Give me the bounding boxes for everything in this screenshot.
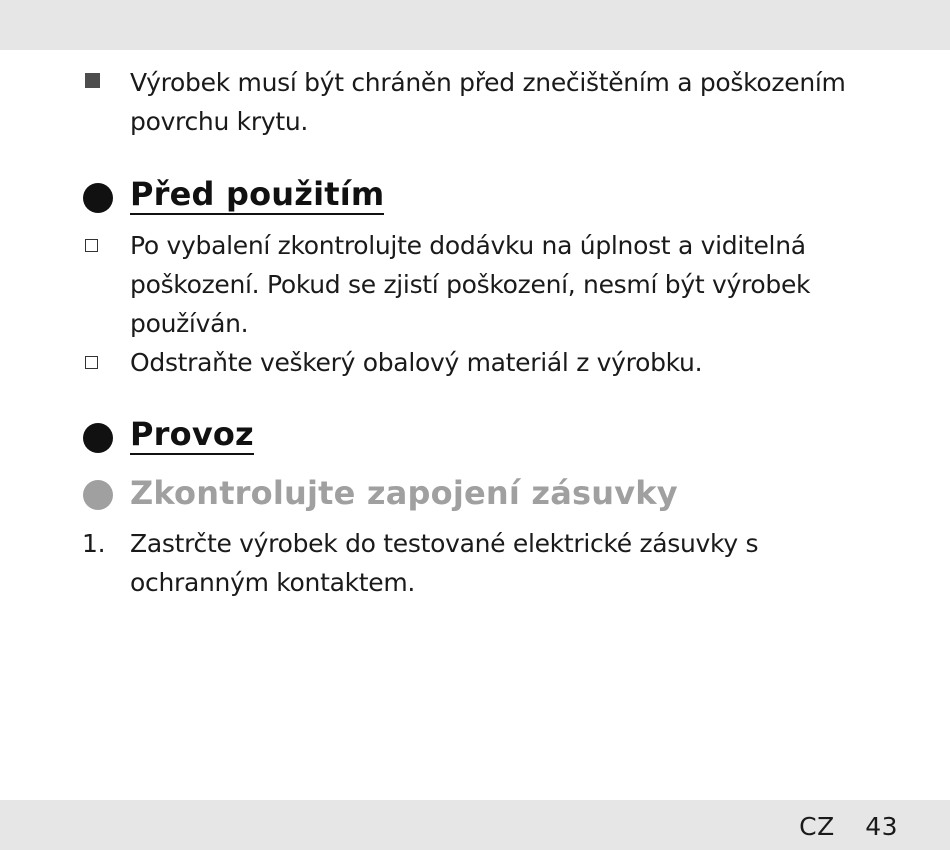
filled-square-bullet-icon bbox=[85, 73, 100, 88]
subheading-check-socket-text: Zkontrolujte zapojení zásuvky bbox=[130, 474, 678, 512]
heading-before-use bbox=[0, 175, 950, 225]
heading-operation-text: Provoz bbox=[130, 415, 254, 453]
checkbox-square-icon bbox=[85, 239, 98, 252]
black-circle-bullet-icon bbox=[83, 183, 113, 213]
step-text: Zastrčte výrobek do testované elektrické zásuvky s ochranným kontaktem. bbox=[130, 529, 759, 597]
checklist-item-text: Odstraňte veškerý obalový materiál z výrobku. bbox=[130, 348, 703, 377]
page-footer bbox=[799, 812, 898, 841]
grey-circle-bullet-icon bbox=[83, 480, 113, 510]
check-socket-steps bbox=[0, 524, 950, 602]
checkbox-square-icon bbox=[85, 356, 98, 369]
intro-bullet bbox=[0, 63, 950, 141]
black-circle-bullet-icon bbox=[83, 423, 113, 453]
checklist-item-text: Po vybalení zkontrolujte dodávku na úplnost a viditelná poškození. Pokud se zjistí poškození, nesmí být výrobek používán. bbox=[130, 231, 811, 338]
step-number: 1. bbox=[82, 529, 106, 558]
footer-page-number: 43 bbox=[865, 812, 898, 841]
checklist-item bbox=[0, 226, 890, 343]
footer-language-code: CZ bbox=[799, 812, 835, 841]
heading-before-use-text: Před použitím bbox=[130, 175, 385, 213]
top-margin-band bbox=[0, 0, 950, 50]
before-use-checklist bbox=[0, 226, 950, 382]
numbered-step bbox=[0, 524, 890, 602]
intro-bullet-text: Výrobek musí být chráněn před znečištěním a poškozením povrchu krytu. bbox=[130, 68, 846, 136]
checklist-item bbox=[0, 343, 890, 382]
heading-operation bbox=[0, 415, 950, 465]
subheading-check-socket bbox=[0, 472, 950, 522]
